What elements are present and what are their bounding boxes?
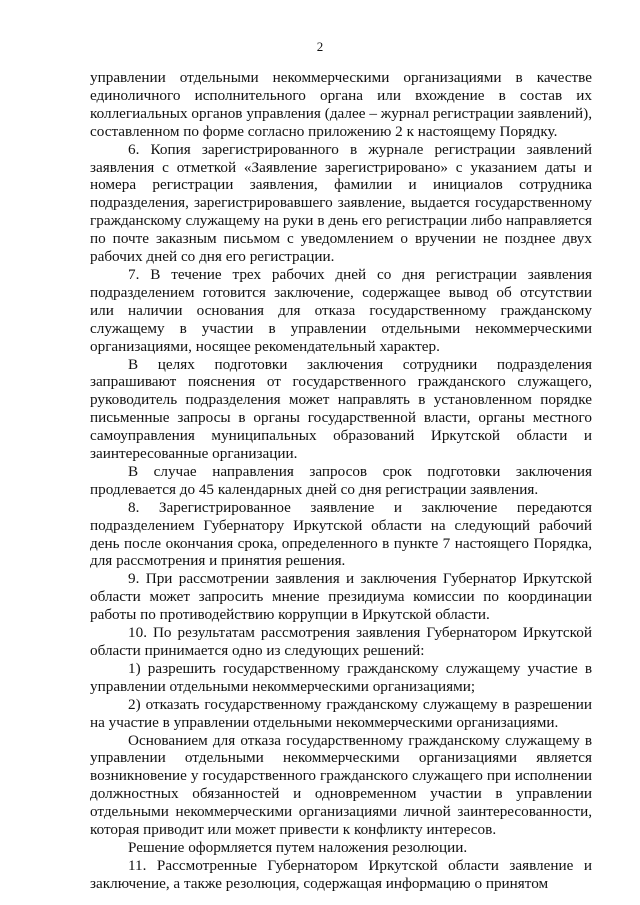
- paragraph-refusal-grounds: Основанием для отказа государственному гражданскому служащему в управлении отдельными некоммерческими организациями является возникновение у государственного гражданского служащего при исполнении должностных обязанностей и одновременном участии в управлении отдельными некоммерческими организациями личной заинтересованности, которая приводит или может привести к конфликту интересов.: [90, 731, 592, 839]
- paragraph-item-7-preparation: В целях подготовки заключения сотрудники подразделения запрашивают пояснения от государственного гражданского служащего, руководитель подразделения может направлять в установленном порядке письменные запросы в органы государственной власти, органы местного самоуправления муниципальных образований Иркутской области и заинтересованные организации.: [90, 355, 592, 463]
- paragraph-decision-1: 1) разрешить государственному гражданскому служащему участие в управлении отдельными некоммерческими организациями;: [90, 659, 592, 695]
- paragraph-item-8: 8. Зарегистрированное заявление и заключение передаются подразделением Губернатору Иркутской области на следующий рабочий день после окончания срока, определенного в пункте 7 настоящего Порядка, для рассмотрения и принятия решения.: [90, 498, 592, 570]
- paragraph-continuation: управлении отдельными некоммерческими организациями в качестве единоличного исполнительного органа или вхождение в состав их коллегиальных органов управления (далее – журнал регистрации заявлений), составленном по форме согласно приложению 2 к настоящему Порядку.: [90, 69, 592, 140]
- page-number: 2: [316, 39, 324, 54]
- document-body: [90, 69, 592, 893]
- paragraph-item-11: 11. Рассмотренные Губернатором Иркутской области заявление и заключение, а также резолюция, содержащая информацию о принятом: [90, 856, 592, 892]
- paragraph-item-7-extension: В случае направления запросов срок подготовки заключения продлевается до 45 календарных дней со дня регистрации заявления.: [90, 462, 592, 498]
- paragraph-item-10: 10. По результатам рассмотрения заявления Губернатором Иркутской области принимается одно из следующих решений:: [90, 624, 592, 659]
- paragraph-resolution: Решение оформляется путем наложения резолюции.: [128, 838, 468, 856]
- paragraph-item-9: 9. При рассмотрении заявления и заключения Губернатор Иркутской области может запросить мнение президиума комиссии по координации работы по противодействию коррупции в Иркутской области.: [90, 570, 592, 624]
- paragraph-item-7: 7. В течение трех рабочих дней со дня регистрации заявления подразделением готовится заключение, содержащее вывод об отсутствии или наличии основания для отказа государственному гражданскому служащему в участии в управлении отдельными некоммерческими организациями, носящее рекомендательный характер.: [90, 265, 592, 355]
- paragraph-item-6: 6. Копия зарегистрированного в журнале регистрации заявлений заявления с отметкой «Заявление зарегистрировано» с указанием даты и номера регистрации заявления, фамилии и инициалов сотрудника подразделения, зарегистрировавшего заявление, выдается государственному гражданскому служащему на руки в день его регистрации либо направляется по почте заказным письмом с уведомлением о вручении не позднее двух рабочих дней со дня его регистрации.: [90, 140, 592, 266]
- paragraph-decision-2: 2) отказать государственному гражданскому служащему в разрешении на участие в управлении отдельными некоммерческими организациями.: [90, 695, 592, 731]
